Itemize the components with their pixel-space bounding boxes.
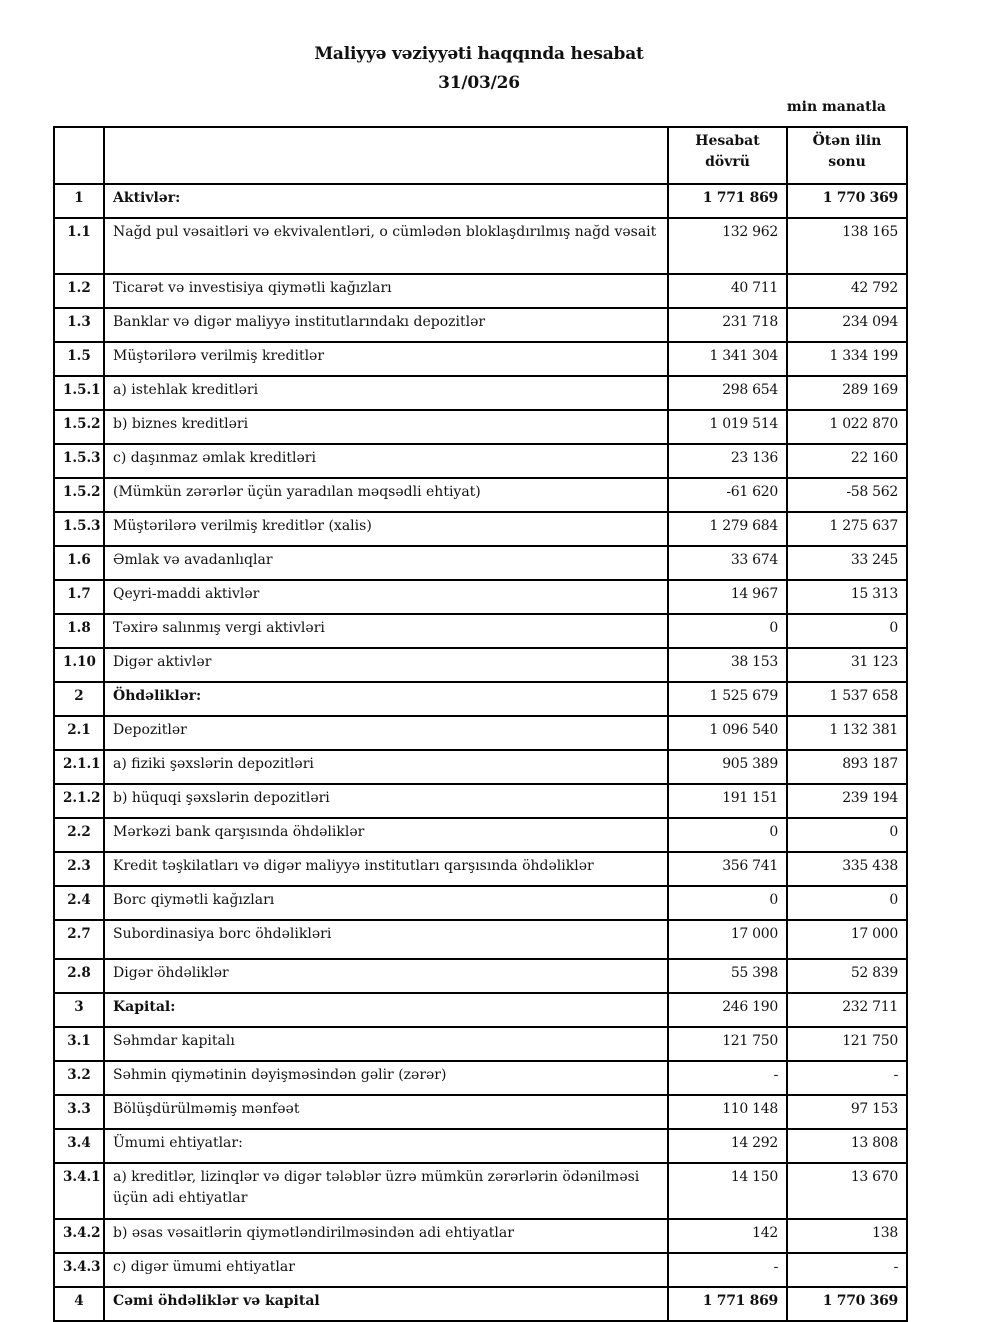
table-row (54, 1129, 907, 1163)
row-previous-value: - (787, 1253, 907, 1287)
row-current-value: 1 096 540 (668, 716, 787, 750)
row-current-value: - (668, 1061, 787, 1095)
row-label: Ümumi ehtiyatlar: (104, 1129, 668, 1163)
row-code: 4 (54, 1287, 104, 1321)
row-previous-value: 15 313 (787, 580, 907, 614)
row-label: c) daşınmaz əmlak kreditləri (104, 444, 668, 478)
row-previous-value: 31 123 (787, 648, 907, 682)
row-code: 2.1.2 (54, 784, 104, 818)
header-code (54, 127, 104, 184)
unit-label: min manatla (786, 99, 886, 115)
row-label: Aktivlər: (104, 184, 668, 218)
row-code: 1.5.3 (54, 512, 104, 546)
row-label: Müştərilərə verilmiş kreditlər (104, 342, 668, 376)
table-row (54, 1027, 907, 1061)
table-row (54, 1061, 907, 1095)
row-previous-value: 52 839 (787, 959, 907, 993)
row-code: 3.4.2 (54, 1219, 104, 1253)
table-row (54, 648, 907, 682)
row-label: c) digər ümumi ehtiyatlar (104, 1253, 668, 1287)
row-previous-value: 13 808 (787, 1129, 907, 1163)
row-previous-value: 121 750 (787, 1027, 907, 1061)
row-previous-value: 138 (787, 1219, 907, 1253)
row-previous-value: 33 245 (787, 546, 907, 580)
row-code: 3 (54, 993, 104, 1027)
row-label: Subordinasiya borc öhdəlikləri (104, 920, 668, 959)
header-previous-year-end (787, 127, 907, 184)
row-previous-value: 239 194 (787, 784, 907, 818)
row-code: 1.7 (54, 580, 104, 614)
row-current-value: 55 398 (668, 959, 787, 993)
row-previous-value: 138 165 (787, 218, 907, 274)
table-row (54, 376, 907, 410)
header-current-line1: Hesabat (695, 133, 760, 149)
row-current-value: 298 654 (668, 376, 787, 410)
row-code: 1.5.2 (54, 410, 104, 444)
row-code: 3.3 (54, 1095, 104, 1129)
row-label: Səhmdar kapitalı (104, 1027, 668, 1061)
table-row (54, 818, 907, 852)
table-row (54, 218, 907, 274)
header-current-period (668, 127, 787, 184)
table-row (54, 478, 907, 512)
row-previous-value: 0 (787, 614, 907, 648)
table-row (54, 852, 907, 886)
row-code: 3.4 (54, 1129, 104, 1163)
row-current-value: 1 771 869 (668, 184, 787, 218)
row-current-value: 38 153 (668, 648, 787, 682)
row-code: 1.10 (54, 648, 104, 682)
row-label: Müştərilərə verilmiş kreditlər (xalis) (104, 512, 668, 546)
row-previous-value: 1 537 658 (787, 682, 907, 716)
row-code: 1.1 (54, 218, 104, 274)
row-current-value: -61 620 (668, 478, 787, 512)
row-code: 2 (54, 682, 104, 716)
row-previous-value: - (787, 1061, 907, 1095)
row-label: Kapital: (104, 993, 668, 1027)
table-row (54, 546, 907, 580)
row-current-value: 1 279 684 (668, 512, 787, 546)
row-previous-value: 1 275 637 (787, 512, 907, 546)
row-current-value: 1 771 869 (668, 1287, 787, 1321)
table-row (54, 993, 907, 1027)
row-code: 1.5 (54, 342, 104, 376)
balance-sheet-table (53, 126, 908, 1322)
row-label: (Mümkün zərərlər üçün yaradılan məqsədli ehtiyat) (104, 478, 668, 512)
row-label: a) fiziki şəxslərin depozitləri (104, 750, 668, 784)
row-code: 3.4.3 (54, 1253, 104, 1287)
row-code: 2.4 (54, 886, 104, 920)
row-label: Kredit təşkilatları və digər maliyyə institutları qarşısında öhdəliklər (104, 852, 668, 886)
table-row (54, 512, 907, 546)
row-label: b) biznes kreditləri (104, 410, 668, 444)
report-title: Maliyyə vəziyyəti haqqında hesabat (314, 44, 644, 64)
row-current-value: 17 000 (668, 920, 787, 959)
row-current-value: 905 389 (668, 750, 787, 784)
header-previous-line2: sonu (828, 154, 866, 170)
row-current-value: 1 341 304 (668, 342, 787, 376)
row-code: 3.4.1 (54, 1163, 104, 1219)
row-current-value: 246 190 (668, 993, 787, 1027)
row-current-value: 14 150 (668, 1163, 787, 1219)
row-previous-value: 22 160 (787, 444, 907, 478)
row-label: Borc qiymətli kağızları (104, 886, 668, 920)
table-header-row (54, 127, 907, 184)
table-row (54, 750, 907, 784)
row-label: a) kreditlər, lizinqlər və digər tələblər üzrə mümkün zərərlərin ödənilməsi üçün adi ehtiyatlar (104, 1163, 668, 1219)
row-current-value: 132 962 (668, 218, 787, 274)
row-label: Mərkəzi bank qarşısında öhdəliklər (104, 818, 668, 852)
header-current-line2: dövrü (705, 154, 750, 170)
row-previous-value: 42 792 (787, 274, 907, 308)
row-current-value: 110 148 (668, 1095, 787, 1129)
row-current-value: 23 136 (668, 444, 787, 478)
row-label: Öhdəliklər: (104, 682, 668, 716)
row-code: 1.6 (54, 546, 104, 580)
row-code: 3.2 (54, 1061, 104, 1095)
row-label: Ticarət və investisiya qiymətli kağızları (104, 274, 668, 308)
row-current-value: 0 (668, 886, 787, 920)
row-current-value: 1 019 514 (668, 410, 787, 444)
row-code: 1.5.2 (54, 478, 104, 512)
row-previous-value: -58 562 (787, 478, 907, 512)
row-previous-value: 0 (787, 886, 907, 920)
table-row (54, 614, 907, 648)
row-label: Nağd pul vəsaitləri və ekvivalentləri, o cümlədən bloklaşdırılmış nağd vəsait (104, 218, 668, 274)
row-previous-value: 97 153 (787, 1095, 907, 1129)
row-code: 1.8 (54, 614, 104, 648)
table-row (54, 1253, 907, 1287)
table-row (54, 410, 907, 444)
row-code: 1.2 (54, 274, 104, 308)
row-label: Bölüşdürülməmiş mənfəət (104, 1095, 668, 1129)
row-current-value: 0 (668, 614, 787, 648)
table-row (54, 716, 907, 750)
table-row (54, 342, 907, 376)
row-code: 2.3 (54, 852, 104, 886)
row-current-value: 356 741 (668, 852, 787, 886)
row-current-value: 0 (668, 818, 787, 852)
row-label: Əmlak və avadanlıqlar (104, 546, 668, 580)
row-label: Təxirə salınmış vergi aktivləri (104, 614, 668, 648)
row-previous-value: 13 670 (787, 1163, 907, 1219)
row-current-value: 142 (668, 1219, 787, 1253)
row-previous-value: 17 000 (787, 920, 907, 959)
table-row (54, 959, 907, 993)
table-row (54, 274, 907, 308)
table-row (54, 308, 907, 342)
row-previous-value: 893 187 (787, 750, 907, 784)
row-code: 2.2 (54, 818, 104, 852)
row-current-value: 191 151 (668, 784, 787, 818)
row-label: Qeyri-maddi aktivlər (104, 580, 668, 614)
row-code: 1.5.3 (54, 444, 104, 478)
row-previous-value: 234 094 (787, 308, 907, 342)
row-code: 2.7 (54, 920, 104, 959)
row-label: b) əsas vəsaitlərin qiymətləndirilməsindən adi ehtiyatlar (104, 1219, 668, 1253)
header-name (104, 127, 668, 184)
row-previous-value: 1 770 369 (787, 1287, 907, 1321)
row-code: 3.1 (54, 1027, 104, 1061)
report-date: 31/03/26 (438, 73, 520, 93)
row-code: 2.8 (54, 959, 104, 993)
row-label: b) hüquqi şəxslərin depozitləri (104, 784, 668, 818)
row-label: Depozitlər (104, 716, 668, 750)
table-row (54, 580, 907, 614)
row-current-value: 1 525 679 (668, 682, 787, 716)
row-current-value: 14 967 (668, 580, 787, 614)
row-label: Digər aktivlər (104, 648, 668, 682)
row-current-value: - (668, 1253, 787, 1287)
row-current-value: 231 718 (668, 308, 787, 342)
row-code: 1.5.1 (54, 376, 104, 410)
table-row (54, 1163, 907, 1219)
table-row (54, 444, 907, 478)
row-label: Digər öhdəliklər (104, 959, 668, 993)
row-current-value: 33 674 (668, 546, 787, 580)
row-previous-value: 1 022 870 (787, 410, 907, 444)
table-row (54, 184, 907, 218)
header-previous-line1: Ötən ilin (812, 133, 882, 149)
table-row (54, 1287, 907, 1321)
row-previous-value: 0 (787, 818, 907, 852)
row-previous-value: 1 132 381 (787, 716, 907, 750)
row-label: a) istehlak kreditləri (104, 376, 668, 410)
row-current-value: 14 292 (668, 1129, 787, 1163)
row-current-value: 40 711 (668, 274, 787, 308)
row-previous-value: 335 438 (787, 852, 907, 886)
table-row (54, 1095, 907, 1129)
row-label: Cəmi öhdəliklər və kapital (104, 1287, 668, 1321)
row-code: 2.1 (54, 716, 104, 750)
row-previous-value: 289 169 (787, 376, 907, 410)
row-current-value: 121 750 (668, 1027, 787, 1061)
table-row (54, 784, 907, 818)
row-code: 1 (54, 184, 104, 218)
table-row (54, 920, 907, 959)
row-code: 2.1.1 (54, 750, 104, 784)
table-row (54, 1219, 907, 1253)
row-code: 1.3 (54, 308, 104, 342)
row-label: Səhmin qiymətinin dəyişməsindən gəlir (zərər) (104, 1061, 668, 1095)
table-row (54, 682, 907, 716)
row-previous-value: 1 334 199 (787, 342, 907, 376)
row-label: Banklar və digər maliyyə institutlarındakı depozitlər (104, 308, 668, 342)
row-previous-value: 1 770 369 (787, 184, 907, 218)
row-previous-value: 232 711 (787, 993, 907, 1027)
table-row (54, 886, 907, 920)
